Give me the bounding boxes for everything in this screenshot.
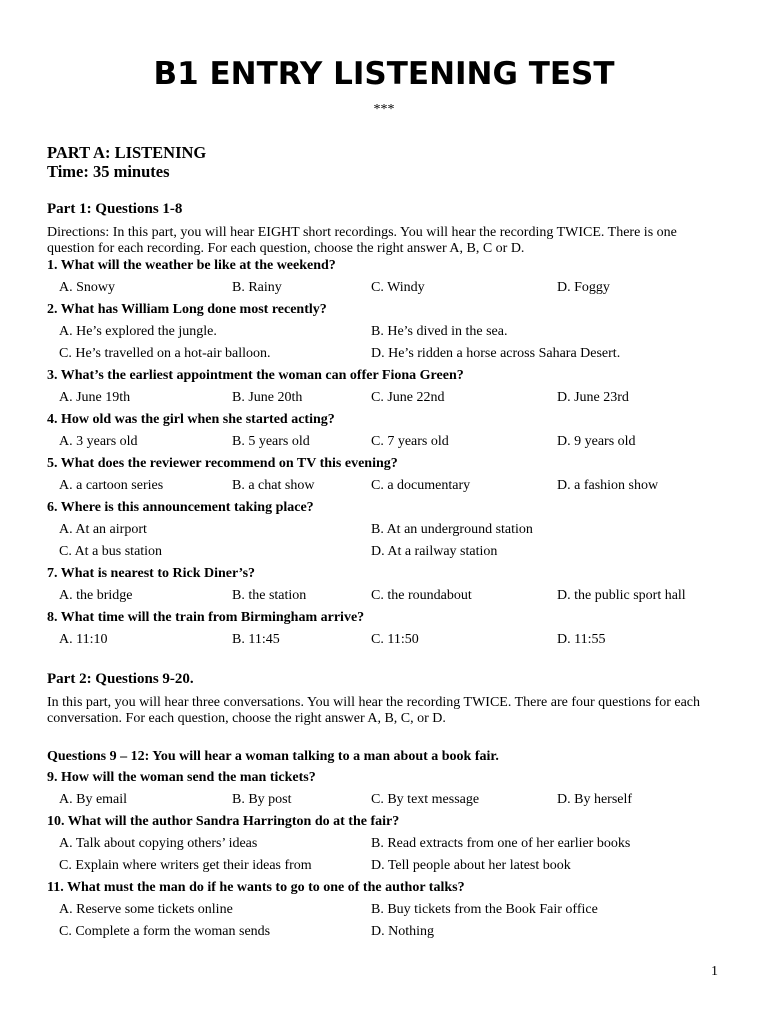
answer-option: C. a documentary xyxy=(371,478,471,493)
answer-options-row xyxy=(0,632,768,650)
question-text: 4. How old was the girl when she started acting? xyxy=(47,412,335,427)
question-text: 7. What is nearest to Rick Diner’s? xyxy=(47,566,256,581)
question-text: 2. What has William Long done most recently? xyxy=(47,302,327,317)
answer-option: D. By herself xyxy=(557,792,633,807)
answer-option: D. Foggy xyxy=(557,280,610,295)
question-text: 5. What does the reviewer recommend on TV this evening? xyxy=(47,456,398,471)
answer-options-row xyxy=(0,544,768,562)
answer-options-row xyxy=(0,836,768,854)
answer-options-row xyxy=(0,792,768,810)
answer-option: A. 11:10 xyxy=(59,632,108,647)
answer-options-row xyxy=(0,390,768,408)
answer-option: B. June 20th xyxy=(232,390,303,405)
page-number: 1 xyxy=(711,964,718,979)
answer-option: D. the public sport hall xyxy=(557,588,686,603)
answer-option: A. He’s explored the jungle. xyxy=(59,324,217,339)
answer-options-row xyxy=(0,346,768,364)
answer-option: D. 11:55 xyxy=(557,632,606,647)
answer-option: C. Explain where writers get their ideas from xyxy=(59,858,312,873)
answer-options-row xyxy=(0,324,768,342)
answer-options-row xyxy=(0,902,768,920)
answer-option: A. Talk about copying others’ ideas xyxy=(59,836,258,851)
part1-heading: Part 1: Questions 1-8 xyxy=(47,201,183,217)
answer-option: A. 3 years old xyxy=(59,434,138,449)
answer-option: C. 7 years old xyxy=(371,434,449,449)
answer-option: B. At an underground station xyxy=(371,522,533,537)
part2-heading: Part 2: Questions 9-20. xyxy=(47,671,194,687)
answer-options-row xyxy=(0,588,768,606)
question-text: 11. What must the man do if he wants to go to one of the author talks? xyxy=(47,880,465,895)
answer-option: D. Tell people about her latest book xyxy=(371,858,571,873)
question-text: 8. What time will the train from Birmingham arrive? xyxy=(47,610,365,625)
answer-option: D. Nothing xyxy=(371,924,434,939)
part2-directions: In this part, you will hear three conversations. You will hear the recording TWICE. There are four questions for each conversation. For each question, choose the right answer A, B, C, or D. xyxy=(47,695,701,726)
answer-option: B. a chat show xyxy=(232,478,315,493)
answer-option: B. Rainy xyxy=(232,280,282,295)
answer-option: C. By text message xyxy=(371,792,480,807)
answer-option: A. Snowy xyxy=(59,280,116,295)
answer-option: B. the station xyxy=(232,588,307,603)
answer-options-row xyxy=(0,924,768,942)
answer-option: A. the bridge xyxy=(59,588,133,603)
answer-option: B. Buy tickets from the Book Fair office xyxy=(371,902,598,917)
answer-option: B. 11:45 xyxy=(232,632,280,647)
page-title: B1 ENTRY LISTENING TEST xyxy=(153,56,615,92)
answer-options-row xyxy=(0,434,768,452)
answer-option: D. 9 years old xyxy=(557,434,636,449)
answer-option: C. June 22nd xyxy=(371,390,445,405)
part1-directions: Directions: In this part, you will hear EIGHT short recordings. You will hear the recording TWICE. There is one question for each recording. For each question, choose the right answer A, B, C or D. xyxy=(47,225,677,256)
answer-option: B. By post xyxy=(232,792,292,807)
part-a-time: Time: 35 minutes xyxy=(47,162,170,181)
answer-option: B. 5 years old xyxy=(232,434,310,449)
answer-option: A. Reserve some tickets online xyxy=(59,902,233,917)
answer-option: A. a cartoon series xyxy=(59,478,164,493)
answer-option: A. June 19th xyxy=(59,390,131,405)
answer-options-row xyxy=(0,280,768,298)
answer-option: D. a fashion show xyxy=(557,478,659,493)
question-text: 9. How will the woman send the man tickets? xyxy=(47,770,316,785)
part-a-heading: PART A: LISTENING xyxy=(47,143,207,162)
answer-option: D. June 23rd xyxy=(557,390,629,405)
answer-option: D. He’s ridden a horse across Sahara Desert. xyxy=(371,346,621,361)
answer-option: B. He’s dived in the sea. xyxy=(371,324,508,339)
answer-option: A. At an airport xyxy=(59,522,147,537)
answer-options-row xyxy=(0,858,768,876)
answer-option: A. By email xyxy=(59,792,128,807)
question-text: 6. Where is this announcement taking place? xyxy=(47,500,314,515)
part2-subheading: Questions 9 – 12: You will hear a woman talking to a man about a book fair. xyxy=(47,749,499,764)
answer-option: C. Windy xyxy=(371,280,425,295)
question-text: 10. What will the author Sandra Harrington do at the fair? xyxy=(47,814,400,829)
answer-option: C. Complete a form the woman sends xyxy=(59,924,271,939)
question-text: 3. What’s the earliest appointment the woman can offer Fiona Green? xyxy=(47,368,464,383)
question-text: 1. What will the weather be like at the weekend? xyxy=(47,258,336,273)
answer-option: D. At a railway station xyxy=(371,544,498,559)
answer-option: C. 11:50 xyxy=(371,632,419,647)
answer-option: C. At a bus station xyxy=(59,544,163,559)
answer-option: B. Read extracts from one of her earlier books xyxy=(371,836,631,851)
title-separator: *** xyxy=(373,102,395,117)
answer-option: C. He’s travelled on a hot-air balloon. xyxy=(59,346,271,361)
answer-options-row xyxy=(0,522,768,540)
answer-options-row xyxy=(0,478,768,496)
answer-option: C. the roundabout xyxy=(371,588,472,603)
